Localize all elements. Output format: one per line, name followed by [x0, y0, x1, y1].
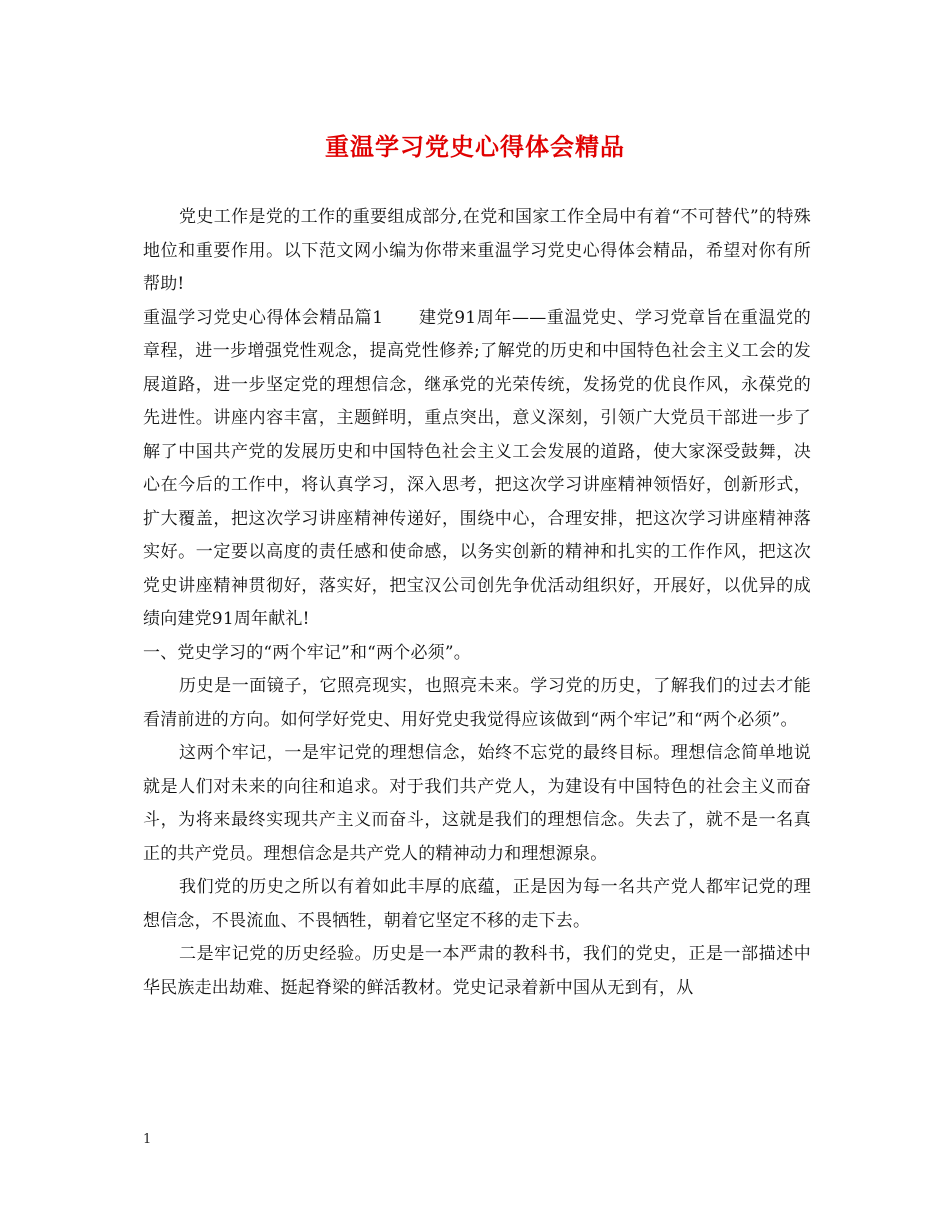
paragraph-history-experience: 二是牢记党的历史经验。历史是一本严肃的教科书，我们的党史，正是一部描述中华民族走出劫难、挺起脊梁的鲜活教材。党史记录着新中国从无到有，从 [143, 944, 811, 998]
paragraph-history-mirror: 历史是一面镜子，它照亮现实，也照亮未来。学习党的历史，了解我们的过去才能看清前进的方向。如何学好党史、用好党史我觉得应该做到“两个牢记”和“两个必须”。 [143, 676, 811, 730]
paragraph-intro: 党史工作是党的工作的重要组成部分,在党和国家工作全局中有着“不可替代”的特殊地位和重要作用。以下范文网小编为你带来重温学习党史心得体会精品，希望对你有所帮助! [143, 207, 811, 294]
page-number: 1 [143, 1132, 152, 1147]
document-title: 重温学习党史心得体会精品 [325, 132, 625, 161]
document-body [143, 201, 811, 1005]
paragraph-article-1: 重温学习党史心得体会精品篇1 建党91周年——重温党史、学习党章旨在重温党的章程，进一步增强党性观念，提高党性修养;了解党的历史和中国特色社会主义工会的发展道路，进一步坚定党的理想信念，继承党的光荣传统，发扬党的优良作风，永葆党的先进性。讲座内容丰富，主题鲜明，重点突出，意义深刻，引领广大党员干部进一步了解了中国共产党的发展历史和中国特色社会主义工会发展的道路，使大家深受鼓舞，决心在今后的工作中，将认真学习，深入思考，把这次学习讲座精神领悟好，创新形式，扩大覆盖，把这次学习讲座精神传递好，围绕中心，合理安排，把这次学习讲座精神落实好。一定要以高度的责任感和使命感，以务实创新的精神和扎实的工作作风，把这次党史讲座精神贯彻好，落实好，把宝汉公司创先争优活动组织好，开展好，以优异的成绩向建党91周年献礼! [143, 307, 811, 629]
paragraph-party-history-heritage: 我们党的历史之所以有着如此丰厚的底蕴，正是因为每一名共产党人都牢记党的理想信念，不畏流血、不畏牺牲，朝着它坚定不移的走下去。 [143, 877, 811, 931]
paragraph-two-remembers: 这两个牢记，一是牢记党的理想信念，始终不忘党的最终目标。理想信念简单地说就是人们对未来的向往和追求。对于我们共产党人，为建设有中国特色的社会主义而奋斗，为将来最终实现共产主义而奋斗，这就是我们的理想信念。失去了，就不是一名真正的共产党员。理想信念是共产党人的精神动力和理想源泉。 [143, 743, 811, 864]
section-heading-1: 一、党史学习的“两个牢记”和“两个必须”。 [143, 642, 471, 663]
